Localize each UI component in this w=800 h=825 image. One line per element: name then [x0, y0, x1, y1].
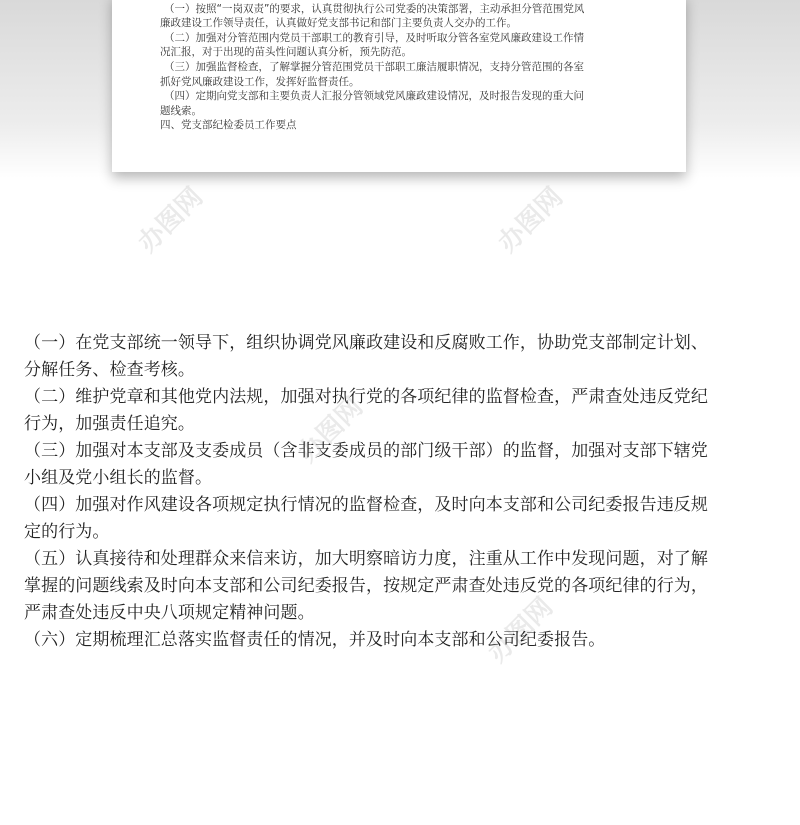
preview-line: 况汇报，对于出现的苗头性问题认真分析，预先防范。	[160, 46, 412, 59]
watermark-text: 办图网	[292, 392, 369, 469]
watermark-text: 办图网	[482, 592, 559, 669]
watermark-text: 办图网	[492, 182, 569, 259]
preview-line: 抓好党风廉政建设工作，发挥好监督责任。	[160, 75, 360, 88]
preview-line: 题线索。	[160, 104, 202, 117]
paragraph-line: （六）定期梳理汇总落实监督责任的情况，并及时向本支部和公司纪委报告。	[24, 630, 606, 650]
preview-line: （三）加强监督检查，了解掌握分管范围党员干部职工廉洁履职情况，支持分管范围的各室	[164, 60, 584, 73]
preview-line: （二）加强对分管范围内党员干部职工的教育引导，及时听取分管各室党风廉政建设工作情	[164, 31, 584, 44]
watermark-text: 办图网	[132, 182, 209, 259]
preview-line: （四）定期向党支部和主要负责人汇报分管领域党风廉政建设情况，及时报告发现的重大问	[164, 90, 584, 103]
paragraph-line: 定的行为。	[24, 522, 110, 542]
paragraph-line: 严肃查处违反中央八项规定精神问题。	[24, 603, 315, 623]
paragraph-line: （四）加强对作风建设各项规定执行情况的监督检查，及时向本支部和公司纪委报告违反规	[24, 495, 708, 515]
paragraph-line: （三）加强对本支部及支委成员（含非支委成员的部门级干部）的监督，加强对支部下辖党	[24, 441, 708, 461]
paragraph-line: 行为，加强责任追究。	[24, 414, 195, 434]
paragraph-line: 分解任务、检查考核。	[24, 360, 195, 380]
preview-line: （一）按照“一岗双责”的要求，认真贯彻执行公司党委的决策部署，主动承担分管范围党风	[164, 2, 585, 15]
preview-heading: 四、党支部纪检委员工作要点	[160, 119, 297, 132]
paragraph-line: （二）维护党章和其他党内法规，加强对执行党的各项纪律的监督检查，严肃查处违反党纪	[24, 387, 708, 407]
main-text-body	[24, 330, 784, 654]
paragraph-line: 掌握的问题线索及时向本支部和公司纪委报告，按规定严肃查处违反党的各项纪律的行为，	[24, 576, 708, 596]
paragraph-line: （一）在党支部统一领导下，组织协调党风廉政建设和反腐败工作，协助党支部制定计划、	[24, 333, 708, 353]
paragraph-line: （五）认真接待和处理群众来信来访，加大明察暗访力度，注重从工作中发现问题，对了解	[24, 549, 708, 569]
document-preview-card	[112, 0, 686, 172]
preview-line: 廉政建设工作领导责任，认真做好党支部书记和部门主要负责人交办的工作。	[160, 17, 517, 30]
paragraph-line: 小组及党小组长的监督。	[24, 468, 213, 488]
